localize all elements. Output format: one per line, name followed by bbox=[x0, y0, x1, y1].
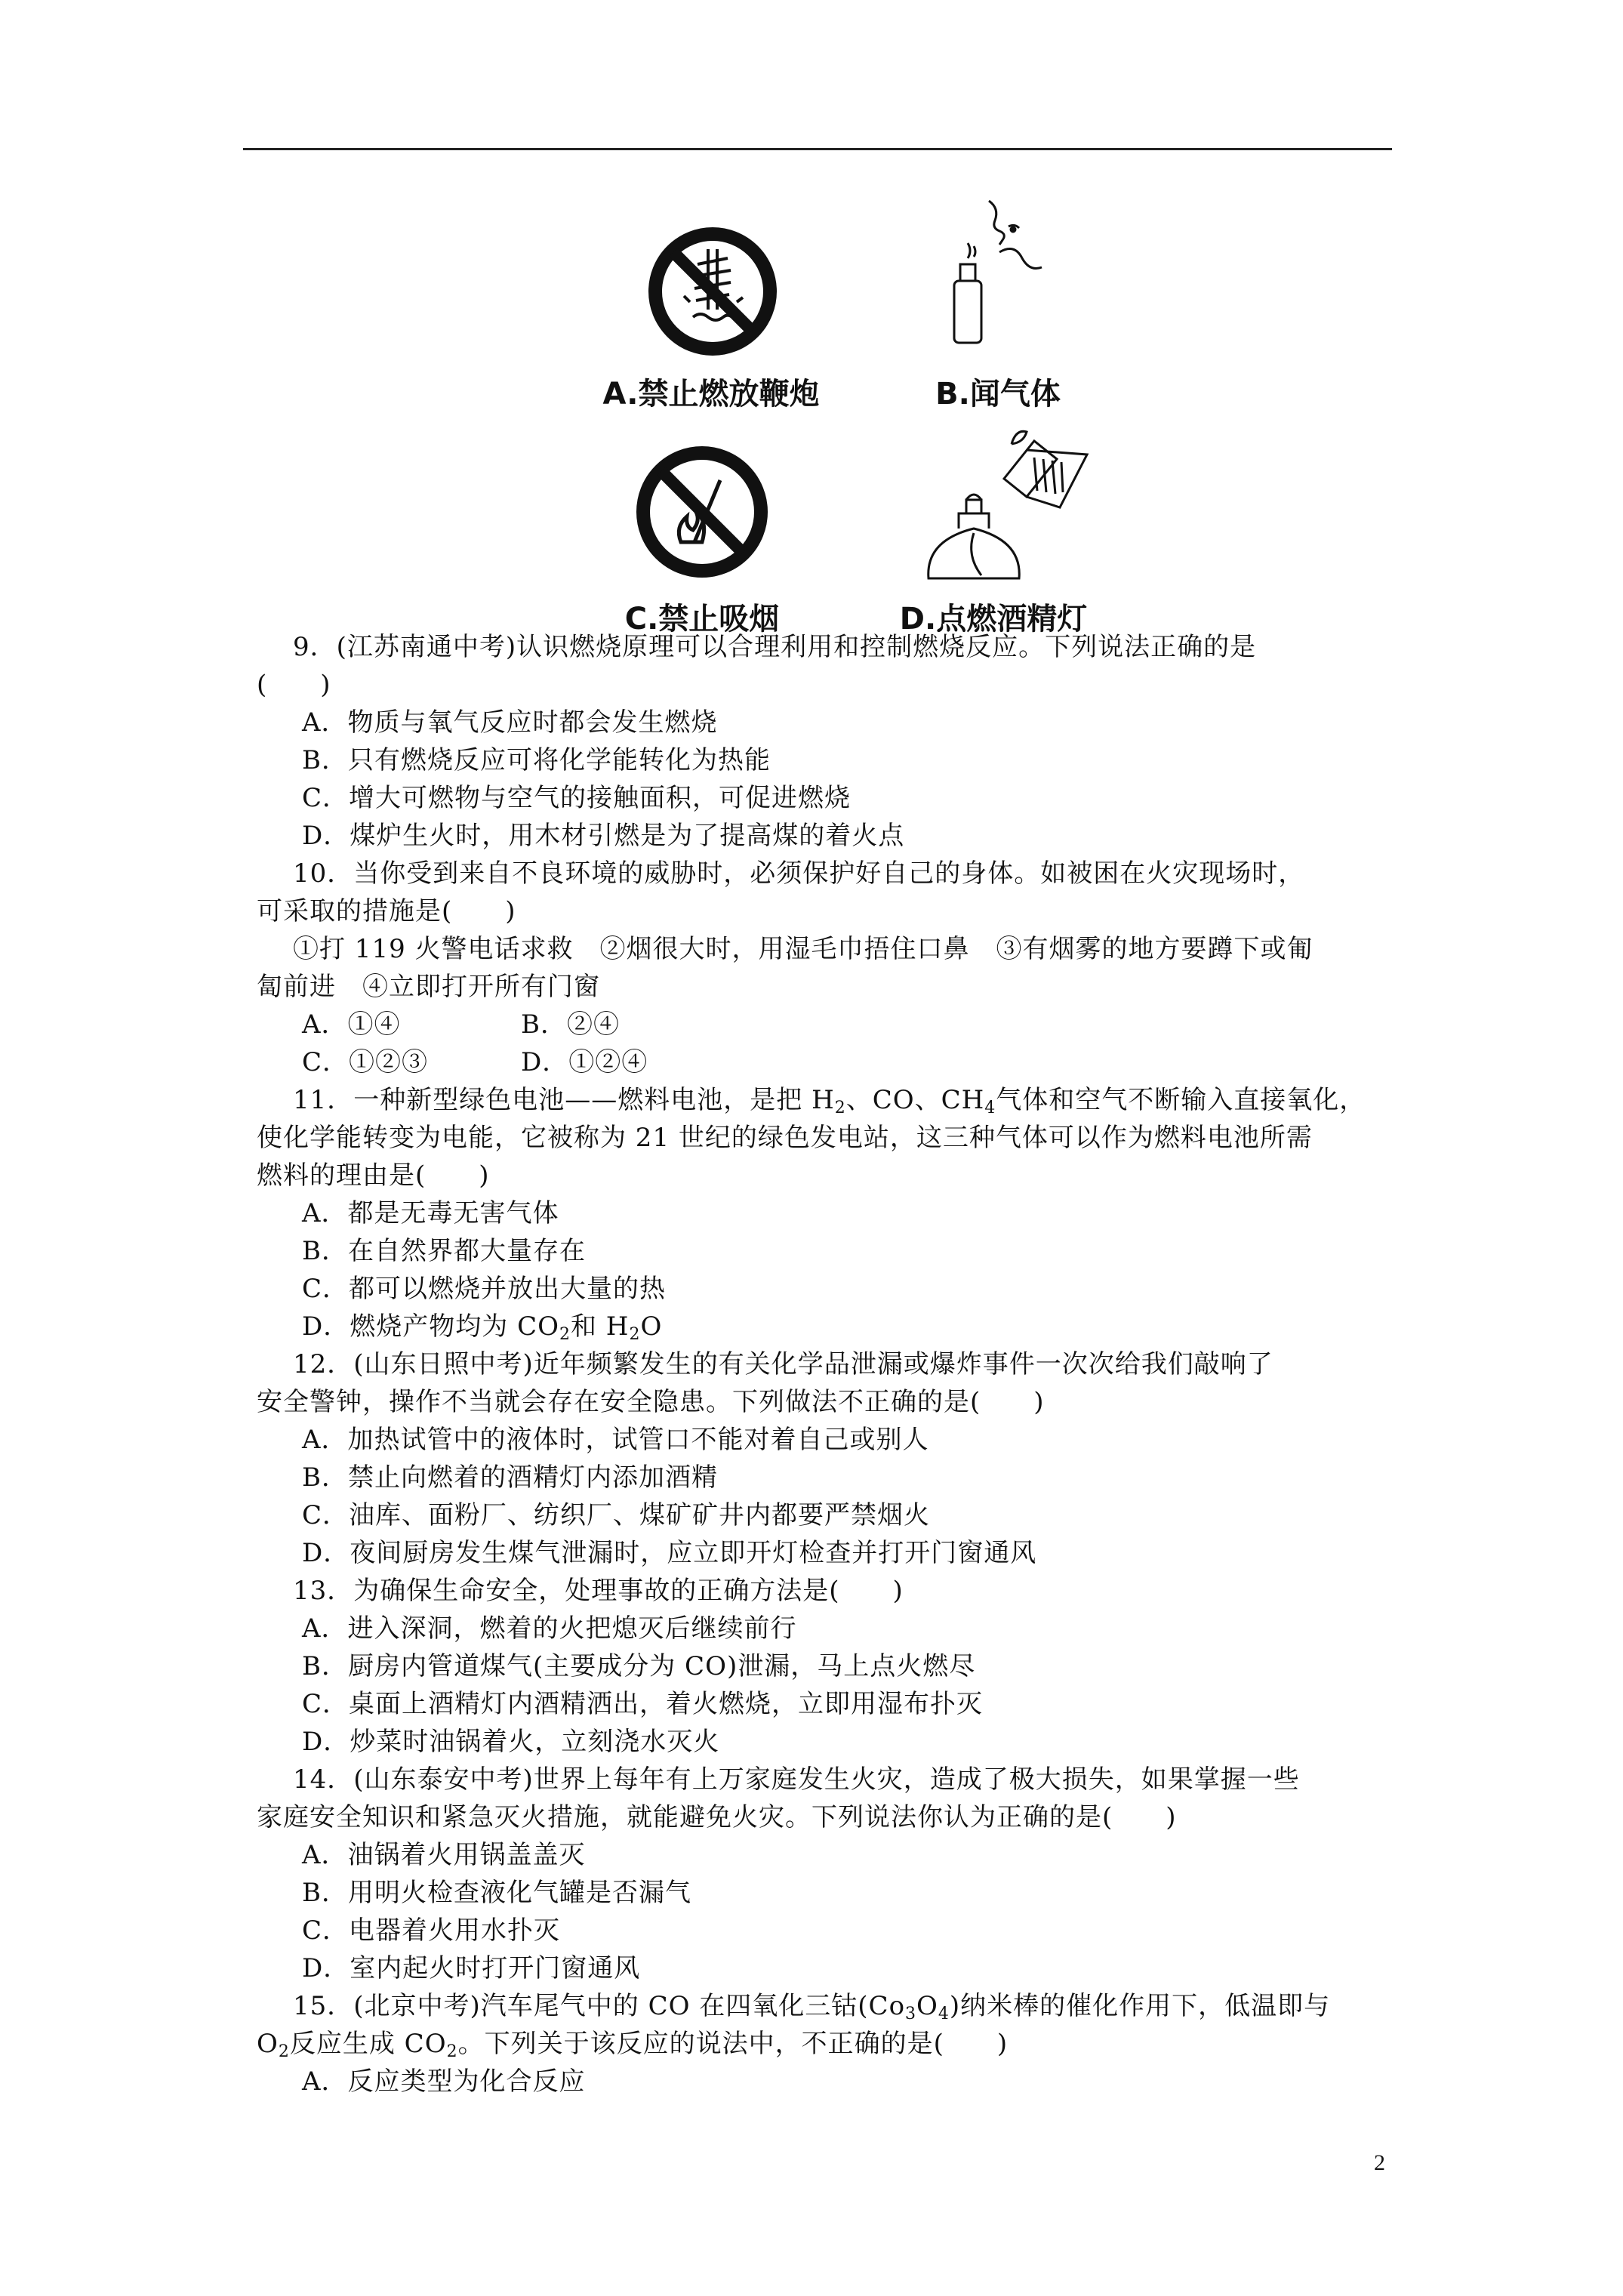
question-11-stem-cont-2: 燃料的理由是( ) bbox=[257, 1160, 490, 1191]
question-13-option-b: B．厨房内管道煤气(主要成分为 CO)泄漏，马上点火燃尽 bbox=[302, 1651, 976, 1681]
question-11-option-a: A．都是无毒无害气体 bbox=[302, 1198, 559, 1228]
question-10-options-cd bbox=[302, 1043, 648, 1081]
smell-gas-illustration bbox=[936, 196, 1064, 347]
page-number: 2 bbox=[1374, 2150, 1385, 2175]
question-14-option-b: B．用明火检查液化气罐是否漏气 bbox=[302, 1878, 691, 1908]
question-10-measures-cont: 匐前进 ④立即打开所有门窗 bbox=[257, 972, 600, 1002]
question-10-option-d: D．①②④ bbox=[521, 1047, 648, 1077]
question-9-option-b: B．只有燃烧反应可将化学能转化为热能 bbox=[302, 745, 771, 775]
question-14-option-c: C．电器着火用水扑灭 bbox=[302, 1915, 561, 1946]
question-14-option-a: A．油锅着火用锅盖盖灭 bbox=[302, 1840, 586, 1870]
question-14-stem: 14．(山东泰安中考)世界上每年有上万家庭发生火灾，造成了极大损失，如果掌握一些 bbox=[293, 1764, 1300, 1795]
question-15-stem: 15．(北京中考)汽车尾气中的 CO 在四氧化三钴$(Co_3O_4)$纳米棒的催化作用下，低温即与 bbox=[293, 1991, 1331, 2023]
question-12-option-b: B．禁止向燃着的酒精灯内添加酒精 bbox=[302, 1462, 718, 1493]
question-10-measures: ①打 119 火警电话求救 ②烟很大时，用湿毛巾捂住口鼻 ③有烟雾的地方要蹲下或匍 bbox=[293, 934, 1313, 964]
question-13-option-c: C．桌面上酒精灯内酒精洒出，着火燃烧，立即用湿布扑灭 bbox=[302, 1689, 984, 1719]
question-9-stem: 9．(江苏南通中考)认识燃烧原理可以合理利用和控制燃烧反应。下列说法正确的是 bbox=[293, 632, 1257, 662]
question-11-stem: 11．一种新型绿色电池——燃料电池，是把 $H_2$、CO、$CH_4$气体和空气不断输入直接氧化， bbox=[293, 1085, 1366, 1117]
question-12-option-d: D．夜间厨房发生煤气泄漏时，应立即开灯检查并打开门窗通风 bbox=[302, 1538, 1037, 1568]
question-12-stem: 12．(山东日照中考)近年频繁发生的有关化学品泄漏或爆炸事件一次次给我们敲响了 bbox=[293, 1349, 1273, 1379]
question-13-option-a: A．进入深洞，燃着的火把熄灭后继续前行 bbox=[302, 1613, 797, 1644]
figure-caption-b: B.闻气体 bbox=[935, 377, 1061, 411]
question-10-options-ab bbox=[302, 1006, 620, 1043]
question-14-option-d: D．室内起火时打开门窗通风 bbox=[302, 1953, 641, 1983]
figure-caption-d: D.点燃酒精灯 bbox=[899, 602, 1088, 636]
question-10-option-c: C．①②③ bbox=[302, 1047, 429, 1077]
question-9-option-a: A．物质与氧气反应时都会发生燃烧 bbox=[302, 707, 718, 738]
question-12-option-c: C．油库、面粉厂、纺织厂、煤矿矿井内都要严禁烟火 bbox=[302, 1500, 931, 1530]
question-11-stem-cont: 使化学能转变为电能，它被称为 21 世纪的绿色发电站，这三种气体可以作为燃料电池所需 bbox=[257, 1123, 1313, 1153]
alcohol-lamp-illustration bbox=[913, 427, 1110, 596]
question-11-option-b: B．在自然界都大量存在 bbox=[302, 1236, 586, 1266]
question-12-stem-cont: 安全警钟，操作不当就会存在安全隐患。下列做法不正确的是( ) bbox=[257, 1387, 1045, 1417]
no-firecrackers-sign bbox=[648, 227, 778, 356]
no-smoking-sign bbox=[636, 445, 768, 578]
question-9-option-d: D．煤炉生火时，用木材引燃是为了提高煤的着火点 bbox=[302, 821, 905, 851]
figure-caption-c: C.禁止吸烟 bbox=[624, 602, 780, 636]
question-15-option-a: A．反应类型为化合反应 bbox=[302, 2066, 586, 2097]
header-rule bbox=[243, 148, 1392, 150]
question-10-option-b: B．②④ bbox=[521, 1009, 620, 1040]
question-11-option-c: C．都可以燃烧并放出大量的热 bbox=[302, 1274, 667, 1304]
question-9-option-c: C．增大可燃物与空气的接触面积，可促进燃烧 bbox=[302, 783, 852, 813]
question-14-stem-cont: 家庭安全知识和紧急灭火措施，就能避免火灾。下列说法你认为正确的是( ) bbox=[257, 1802, 1177, 1832]
question-10-option-a: A．①④ bbox=[302, 1009, 401, 1040]
question-10-stem-cont: 可采取的措施是( ) bbox=[257, 896, 516, 926]
question-15-stem-cont: $O_2$反应生成 $CO_2$。下列关于该反应的说法中，不正确的是( ) bbox=[257, 2029, 1009, 2061]
question-13-option-d: D．炒菜时油锅着火，立刻浇水灭火 bbox=[302, 1727, 720, 1757]
question-13-stem: 13．为确保生命安全，处理事故的正确方法是( ) bbox=[293, 1576, 904, 1606]
question-12-option-a: A．加热试管中的液体时，试管口不能对着自己或别人 bbox=[302, 1425, 929, 1455]
question-10-stem: 10．当你受到来自不良环境的威胁时，必须保护好自己的身体。如被困在火灾现场时， bbox=[293, 858, 1305, 889]
figure-caption-a: A.禁止燃放鞭炮 bbox=[602, 377, 820, 411]
question-9-answer-blank: ( ) bbox=[257, 670, 331, 700]
question-11-option-d: D．燃烧产物均为 $CO_2$和 $H_2O$ bbox=[302, 1311, 663, 1344]
